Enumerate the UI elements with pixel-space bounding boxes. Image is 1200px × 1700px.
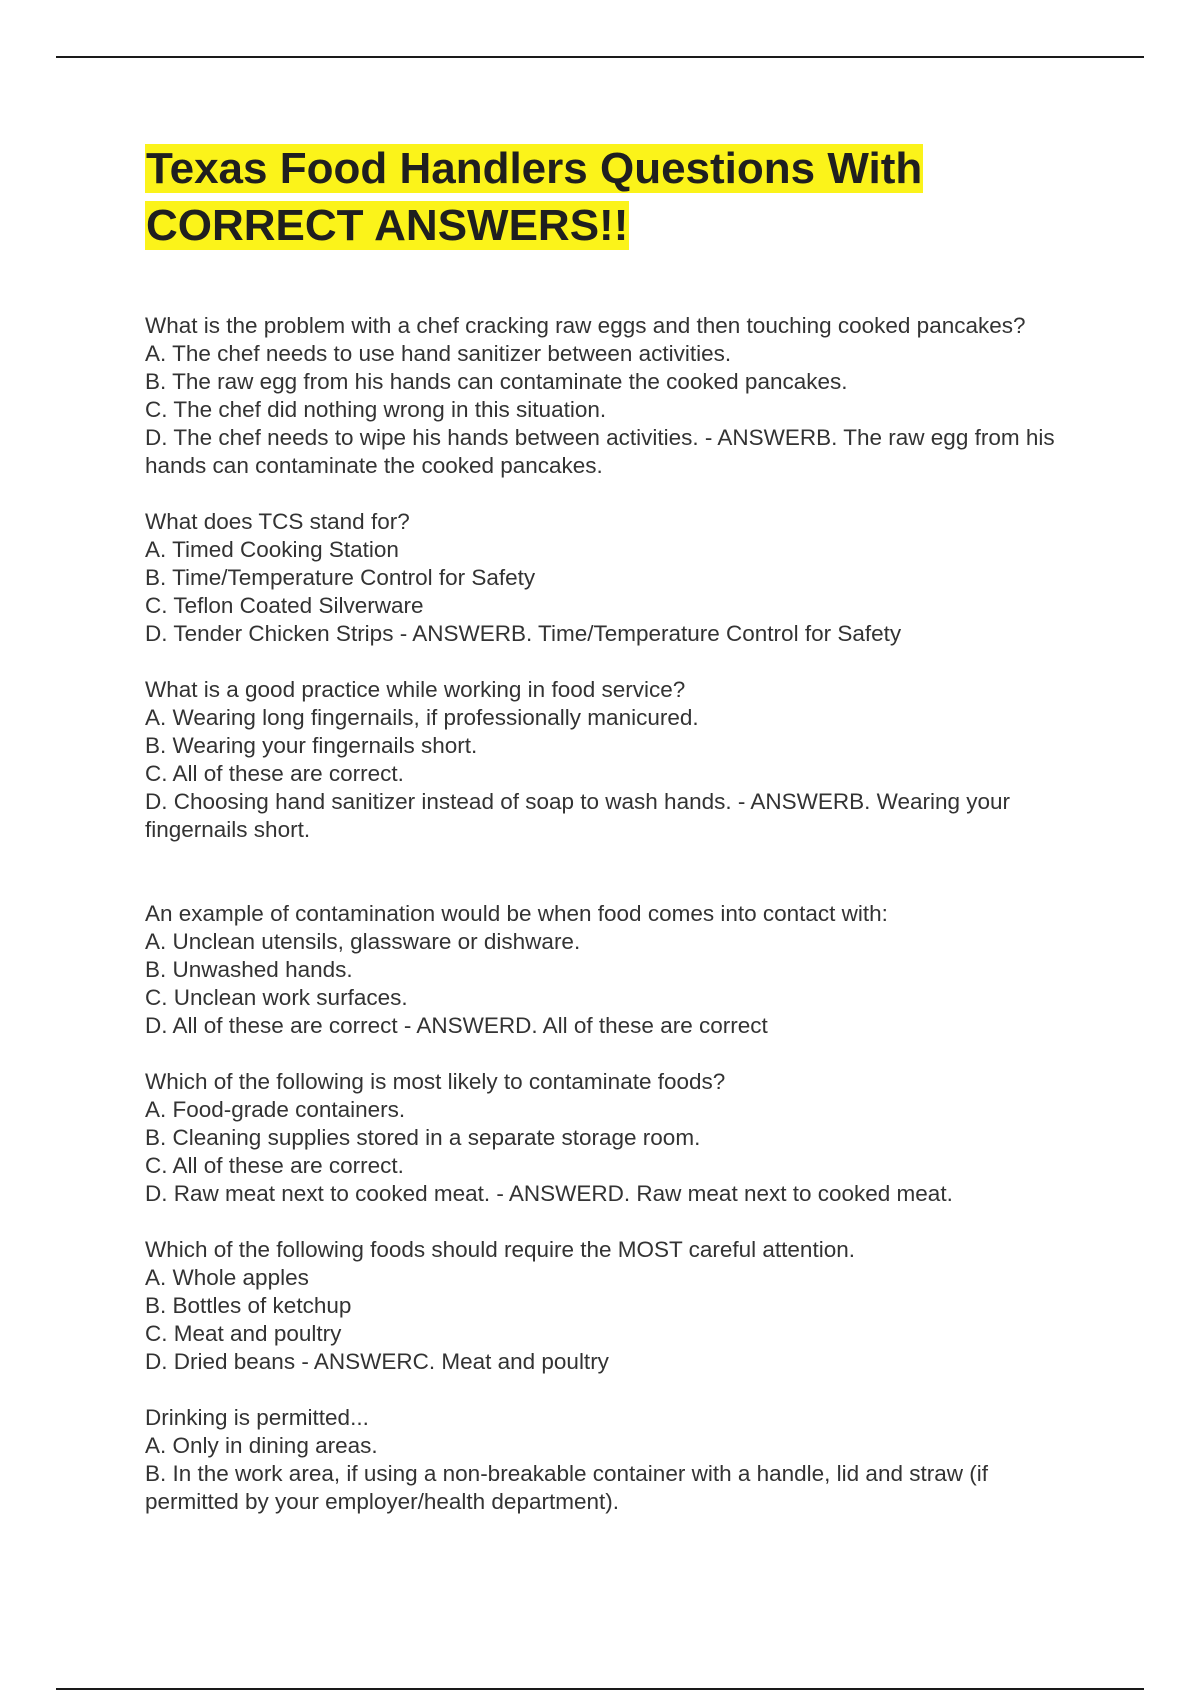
answer-option: A. Only in dining areas. [145,1433,378,1458]
answer-option-with-answer: D. Tender Chicken Strips - ANSWERB. Time/Temperature Control for Safety [145,621,902,646]
question-block [145,1236,1075,1376]
answer-option-with-answer: D. Dried beans - ANSWERC. Meat and poultry [145,1349,609,1374]
document-title [145,140,1075,254]
question-block [145,900,1075,1040]
answer-option-with-answer: D. Raw meat next to cooked meat. - ANSWERD. Raw meat next to cooked meat. [145,1181,953,1206]
question-prompt: Which of the following is most likely to contaminate foods? [145,1069,726,1094]
answer-option: C. Meat and poultry [145,1321,342,1346]
answer-option: A. Unclean utensils, glassware or dishware. [145,929,581,954]
answer-option: C. The chef did nothing wrong in this situation. [145,397,607,422]
question-block [145,312,1075,480]
answer-option-with-answer: D. All of these are correct - ANSWERD. All of these are correct [145,1013,768,1038]
answer-option: B. Unwashed hands. [145,957,353,982]
answer-option: C. All of these are correct. [145,1153,404,1178]
question-prompt: Drinking is permitted... [145,1405,369,1430]
answer-option: C. Teflon Coated Silverware [145,593,424,618]
answer-option: A. Timed Cooking Station [145,537,399,562]
question-block [145,1068,1075,1208]
question-block [145,676,1075,844]
answer-option-with-answer: D. The chef needs to wipe his hands between activities. - ANSWERB. The raw egg from his hands can contaminate the cooked pancakes. [145,425,1055,478]
answer-option: B. Bottles of ketchup [145,1293,352,1318]
question-block [145,508,1075,648]
answer-option: B. The raw egg from his hands can contaminate the cooked pancakes. [145,369,848,394]
question-prompt: What does TCS stand for? [145,509,410,534]
bottom-rule [56,1688,1144,1690]
answer-option: B. Time/Temperature Control for Safety [145,565,536,590]
answer-option: B. Cleaning supplies stored in a separate storage room. [145,1125,701,1150]
answer-option: C. Unclean work surfaces. [145,985,408,1010]
answer-option: B. In the work area, if using a non-breakable container with a handle, lid and straw (if permitted by your employer/health department). [145,1461,988,1514]
document-body [145,140,1075,1516]
question-prompt: Which of the following foods should require the MOST careful attention. [145,1237,855,1262]
question-prompt: What is a good practice while working in food service? [145,677,686,702]
answer-option: A. Whole apples [145,1265,309,1290]
answer-option: C. All of these are correct. [145,761,404,786]
answer-option-with-answer: D. Choosing hand sanitizer instead of soap to wash hands. - ANSWERB. Wearing your fingernails short. [145,789,1011,842]
title-highlight-line-1: Texas Food Handlers Questions With [146,144,923,193]
answer-option: A. The chef needs to use hand sanitizer between activities. [145,341,732,366]
answer-option: B. Wearing your fingernails short. [145,733,478,758]
question-list [145,312,1075,1516]
answer-option: A. Wearing long fingernails, if professionally manicured. [145,705,699,730]
title-highlight-line-2: CORRECT ANSWERS!! [146,201,629,250]
question-prompt: An example of contamination would be when food comes into contact with: [145,901,888,926]
question-prompt: What is the problem with a chef cracking raw eggs and then touching cooked pancakes? [145,313,1026,338]
question-block [145,1404,1075,1516]
answer-option: A. Food-grade containers. [145,1097,406,1122]
top-rule [56,56,1144,58]
